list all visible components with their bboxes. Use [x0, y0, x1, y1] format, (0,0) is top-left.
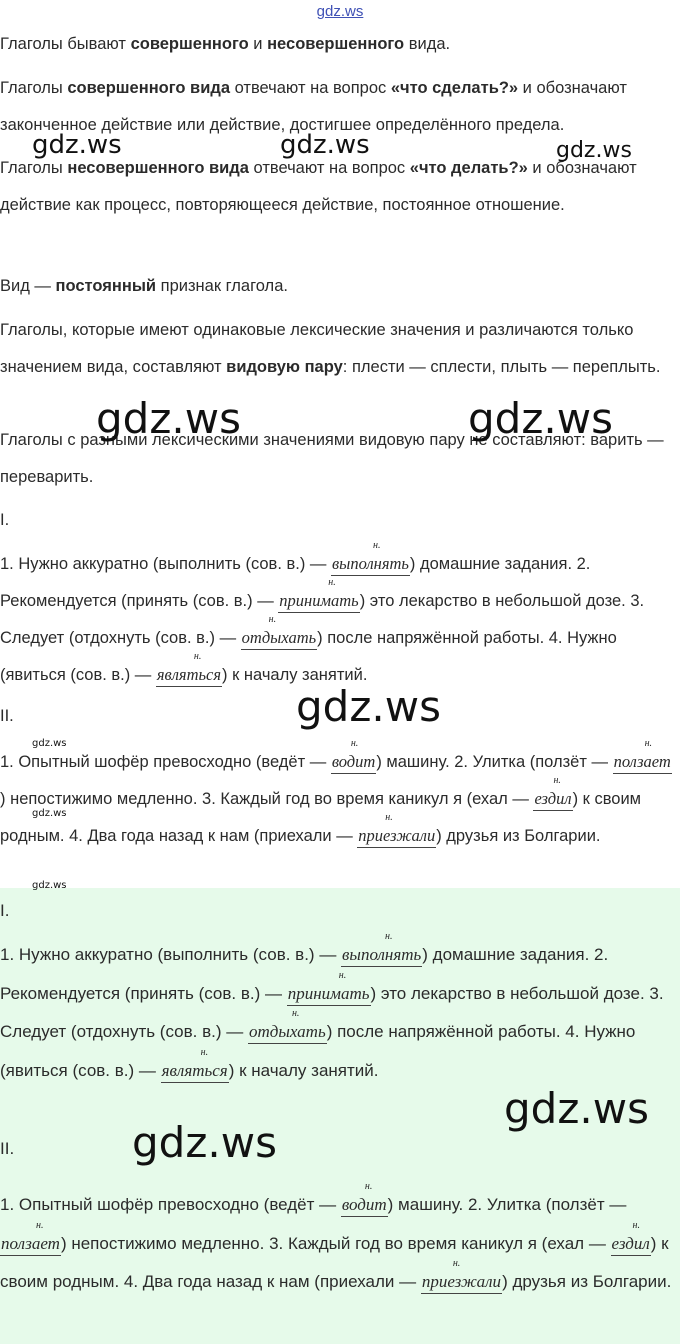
- stress-mark: н.: [338, 969, 347, 981]
- site-link[interactable]: [0, 2, 680, 21]
- exercise-one-text: 1. Нужно аккуратно (выполнить (сов. в.) — н. выполнять) домашние задания. 2. Рекомендуется (принять (сов. в.) — н. принимать) это лекарство в небольшой дозе. 3. Следует (отдохнуть (сов. в.) — н. отдыхать) после напряжённой работы. 4. Нужно (явиться (сов. в.) — н. являться) к началу занятий.: [0, 546, 676, 694]
- theory-paragraph: Глаголы, которые имеют одинаковые лексические значения и различаются только значением вида, составляют видовую пару: плести — сплести, плыть — переплыть.: [0, 321, 661, 376]
- theory-paragraph: Глаголы совершенного вида отвечают на вопрос «что сделать?» и обозначают законченное действие или действие, достигшее определённого предела.: [0, 79, 627, 134]
- answer-word: н. ползает: [613, 751, 672, 774]
- stress-mark: н.: [328, 577, 336, 588]
- answer-word: н. водит: [331, 751, 377, 774]
- answer-word: н. выполнять: [331, 553, 410, 576]
- theory-paragraph: Глаголы бывают совершенного и несовершенного вида.: [0, 35, 451, 53]
- answer-word: н. ездил: [611, 1233, 651, 1256]
- stress-mark: н.: [385, 931, 393, 942]
- stress-mark: н.: [193, 651, 202, 662]
- watermark: gdz.ws: [96, 394, 241, 443]
- section-label: II.: [0, 707, 14, 725]
- answer-one-text: 1. Нужно аккуратно (выполнить (сов. в.) — н. выполнять) домашние задания. 2. Рекомендуется (принять (сов. в.) — н. принимать) это лекарство в небольшой дозе. 3. Следует (отдохнуть (сов. в.) — н. отдыхать) после напряжённой работы. 4. Нужно (явиться (сов. в.) — н. являться) к началу занятий.: [0, 936, 676, 1090]
- answer-word: н. отдыхать: [248, 1021, 327, 1044]
- stress-mark: н.: [291, 1008, 300, 1019]
- watermark: gdz.ws: [504, 1084, 649, 1133]
- answer-word: н. принимать: [287, 983, 371, 1006]
- stress-mark: н.: [452, 1258, 461, 1269]
- watermark: gdz.ws: [32, 738, 67, 749]
- stress-mark: н.: [364, 1181, 373, 1192]
- stress-mark: н.: [644, 738, 653, 749]
- answer-word: н. ползает: [0, 1233, 61, 1256]
- answer-word: н. являться: [161, 1060, 229, 1083]
- section-label: I.: [0, 511, 10, 529]
- answer-word: н. отдыхать: [241, 627, 317, 650]
- answer-word: н. выполнять: [341, 944, 422, 967]
- section-label: I.: [0, 901, 10, 920]
- watermark: gdz.ws: [468, 394, 613, 443]
- answer-word: н. водит: [341, 1194, 388, 1217]
- watermark: gdz.ws: [556, 138, 632, 163]
- theory-paragraph: Глаголы несовершенного вида отвечают на вопрос «что делать?» и обозначают действие как процесс, повторяющееся действие, постоянное отношение.: [0, 159, 637, 214]
- answer-word: н. являться: [156, 664, 222, 687]
- watermark: gdz.ws: [132, 1118, 277, 1167]
- answer-two-text: 1. Опытный шофёр превосходно (ведёт — н. водит) машину. 2. Улитка (ползёт — н. ползает) непостижимо медленно. 3. Каждый год во время каникул я (ехал — н. ездил) к своим родным. 4. Два года назад к нам (приехали — н. приезжали) друзья из Болгарии.: [0, 1186, 676, 1302]
- stress-mark: н.: [373, 540, 381, 551]
- answer-word: н. принимать: [278, 590, 359, 613]
- stress-mark: н.: [553, 775, 561, 786]
- exercise-two-text: 1. Опытный шофёр превосходно (ведёт — н. водит) машину. 2. Улитка (ползёт — н. ползает) непостижимо медленно. 3. Каждый год во время каникул я (ехал — н. ездил) к своим родным. 4. Два года назад к нам (приехали — н. приезжали) друзья из Болгарии.: [0, 744, 676, 855]
- watermark: gdz.ws: [32, 808, 67, 819]
- stress-mark: н.: [200, 1046, 209, 1058]
- stress-mark: н.: [36, 1219, 44, 1231]
- stress-mark: н.: [350, 738, 359, 749]
- watermark: gdz.ws: [32, 880, 67, 891]
- answer-word: н. приезжали: [357, 825, 436, 848]
- section-label: II.: [0, 1139, 15, 1158]
- theory-paragraph: Вид — постоянный признак глагола.: [0, 277, 288, 295]
- stress-mark: н.: [632, 1219, 641, 1231]
- theory-paragraph: Глаголы с разными лексическими значениями видовую пару не составляют: варить — переварить.: [0, 431, 664, 486]
- watermark: gdz.ws: [280, 130, 370, 160]
- stress-mark: н.: [268, 614, 277, 625]
- answer-word: н. приезжали: [421, 1271, 502, 1294]
- watermark: gdz.ws: [32, 130, 122, 160]
- answer-word: н. ездил: [533, 788, 572, 811]
- watermark: gdz.ws: [296, 682, 441, 731]
- stress-mark: н.: [385, 812, 393, 823]
- site-link-text[interactable]: gdz.ws: [316, 3, 364, 20]
